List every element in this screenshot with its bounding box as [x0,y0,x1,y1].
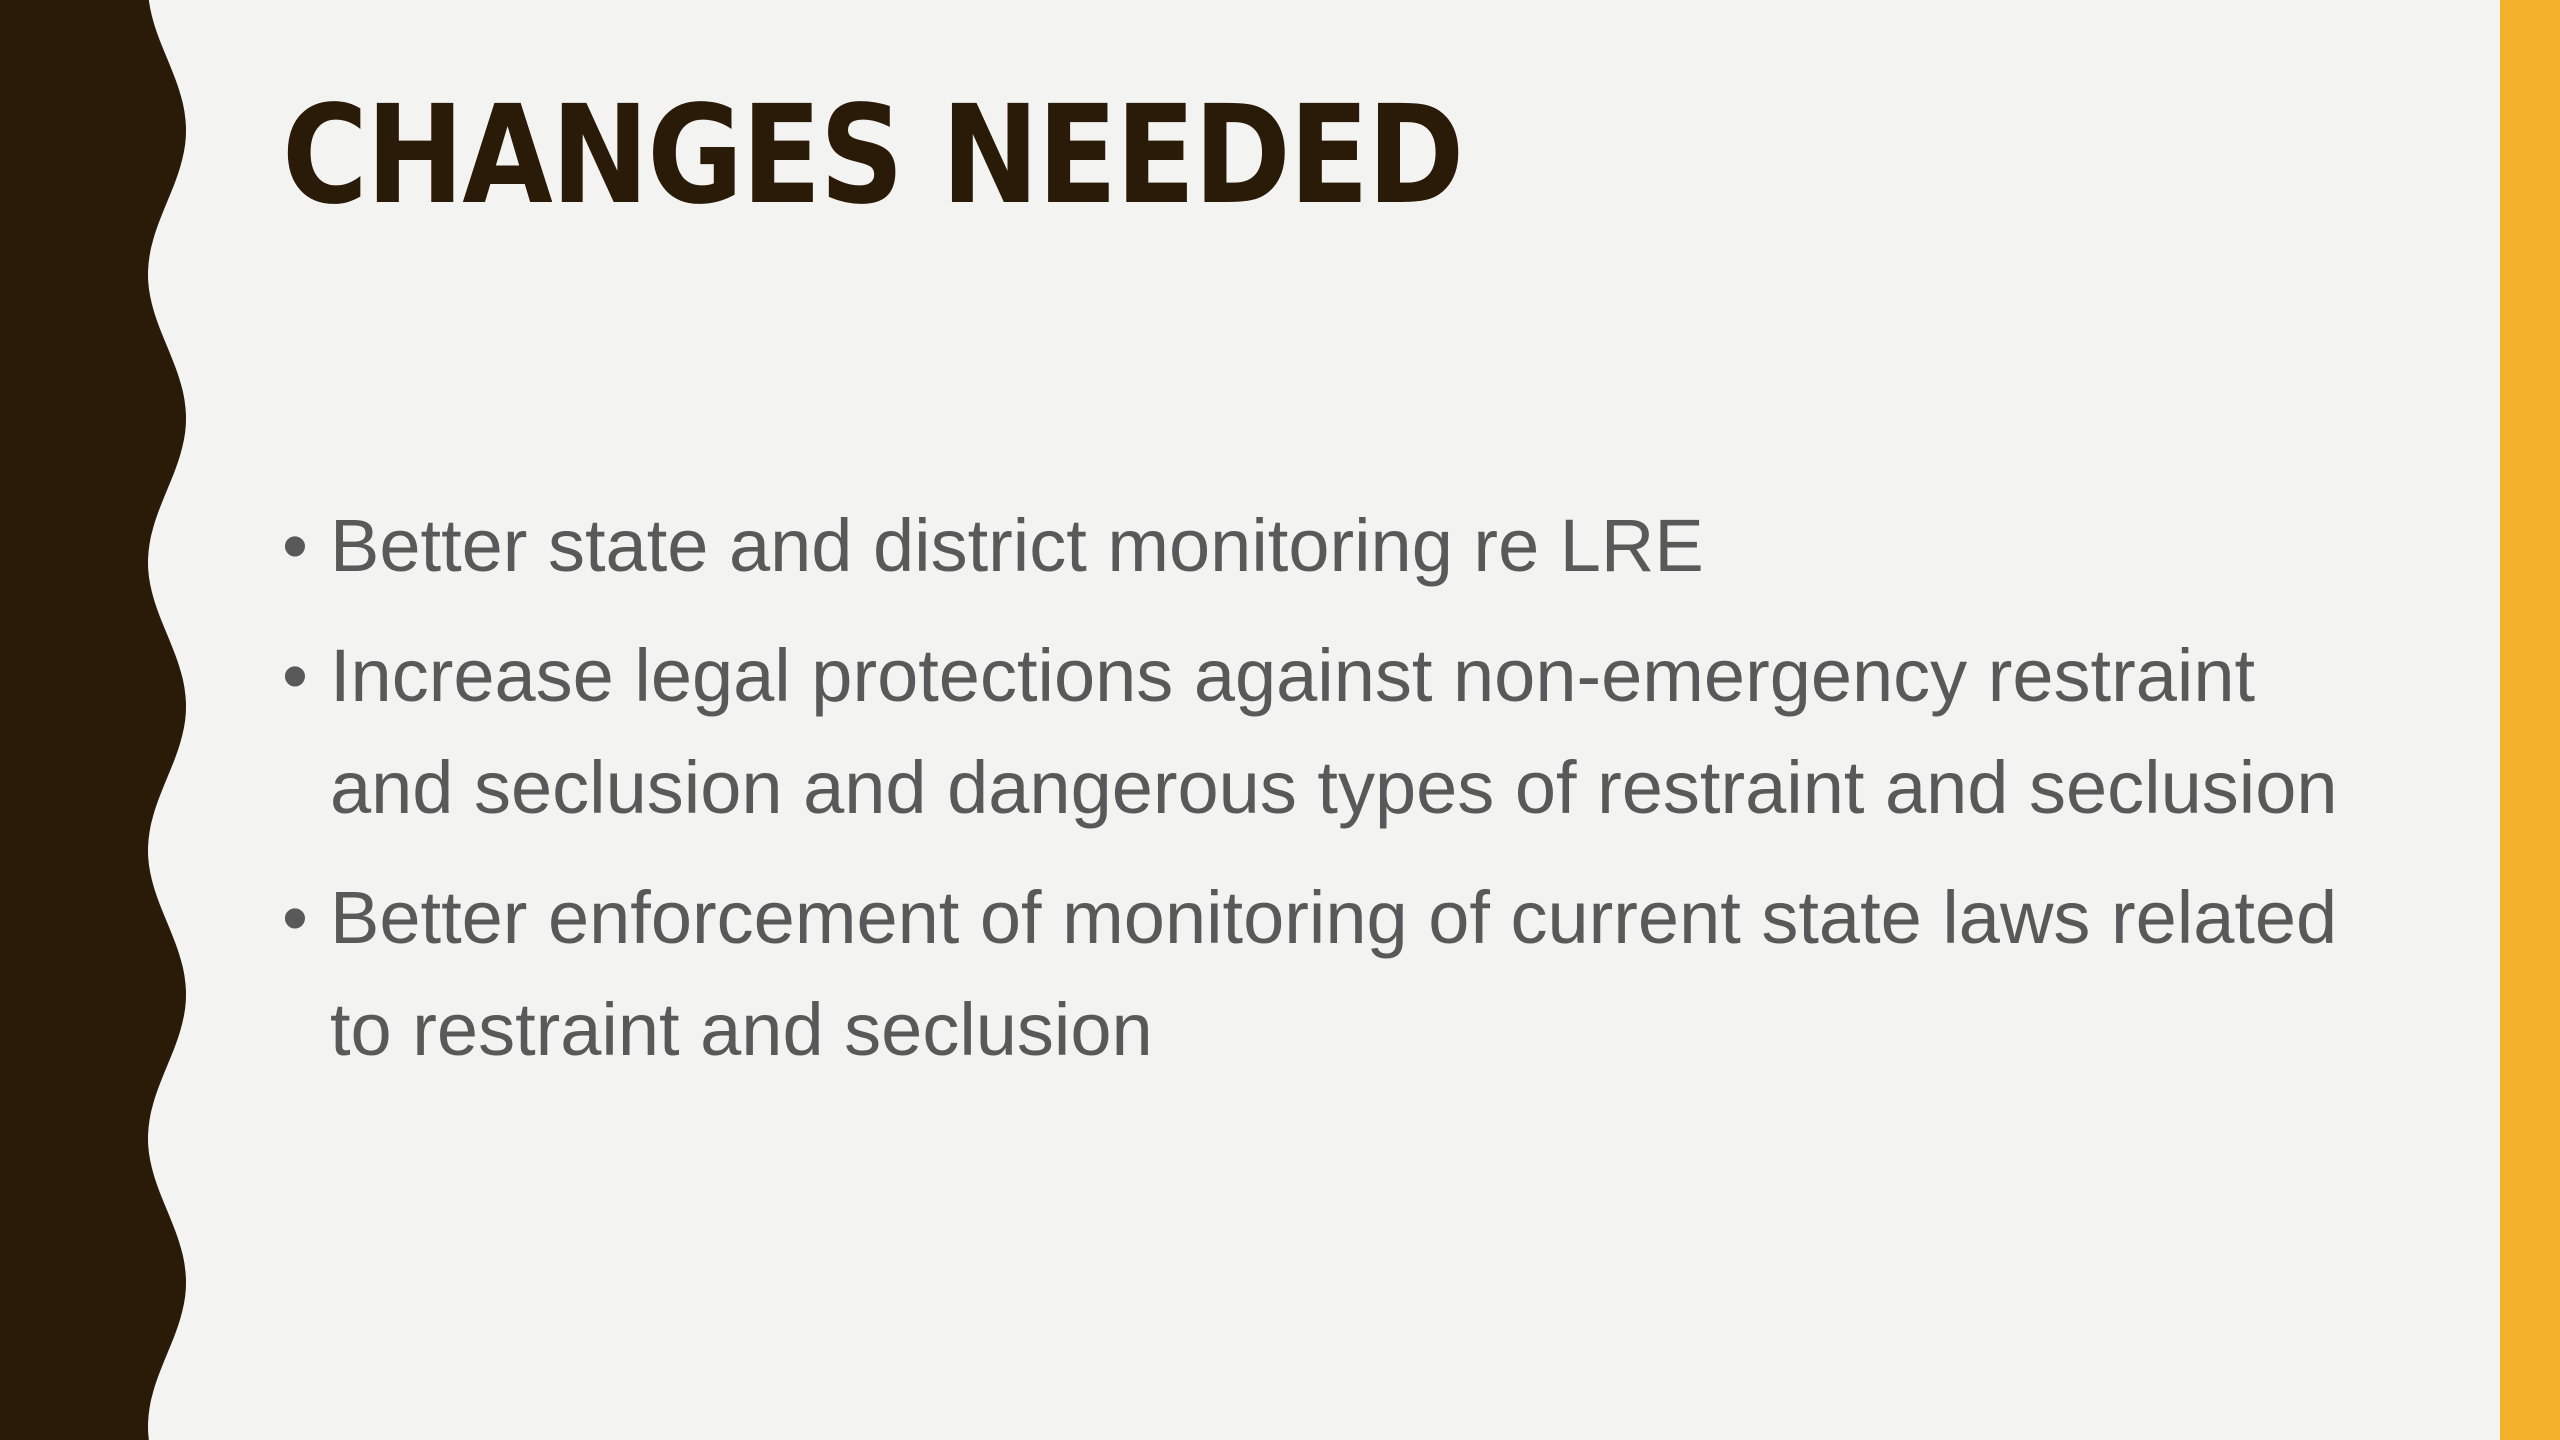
bullet-item [282,620,2382,844]
bullet-dot-icon: • [282,504,308,587]
bullet-item [282,862,2382,1086]
bullet-dot-icon: • [282,876,308,959]
slide-title: CHANGES NEEDED [282,77,1463,235]
bullet-text: Increase legal protections against non-emergency restraint and seclusion and dangerous types of restraint and seclusion [330,634,2338,829]
right-accent-bar [2500,0,2560,1440]
bullet-item [282,490,2382,602]
wavy-left-band [0,0,200,1440]
bullet-text: Better enforcement of monitoring of current state laws related to restraint and seclusion [330,876,2338,1071]
bullet-list [282,490,2382,1104]
bullet-dot-icon: • [282,634,308,717]
bullet-text: Better state and district monitoring re LRE [330,504,1704,587]
